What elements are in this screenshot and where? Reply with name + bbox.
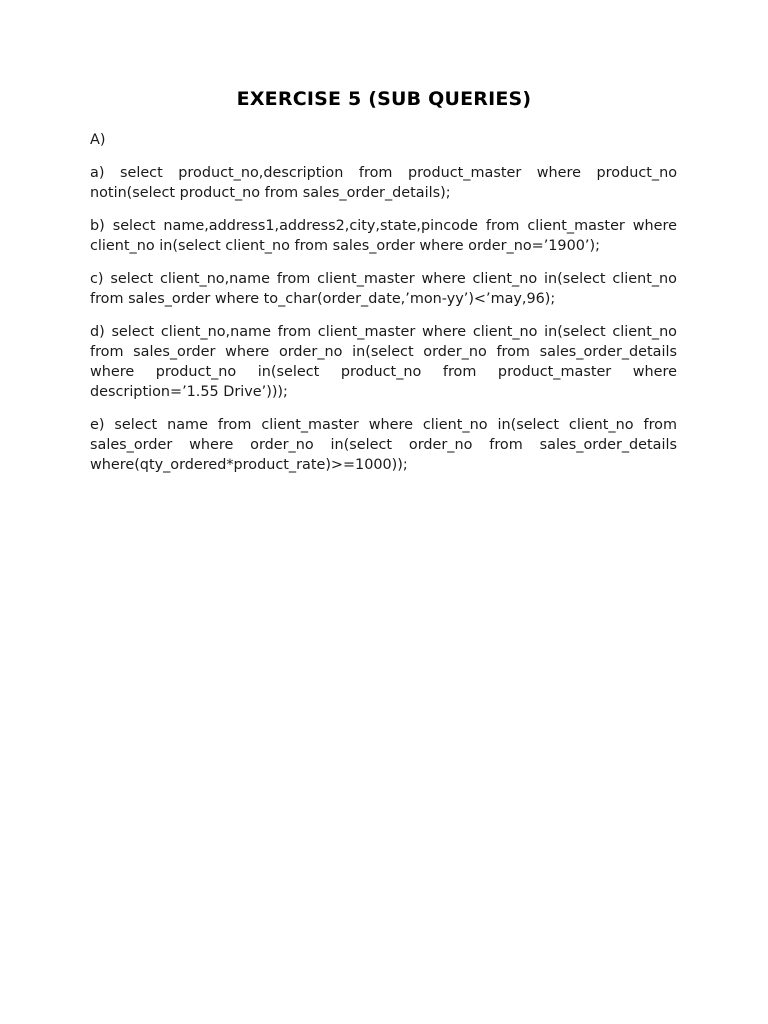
- query-d: d) select client_no,name from client_master where client_no in(select client_no from sales_order where order_no in(select order_no from sales_order_details where product_no in(select product_no from product_master where description=’1.55 Drive’)));: [90, 324, 677, 400]
- query-a: a) select product_no,description from product_master where product_no notin(select product_no from sales_order_details);: [90, 165, 677, 201]
- section-label: A): [90, 132, 106, 148]
- document-body: [90, 130, 677, 488]
- query-b: b) select name,address1,address2,city,state,pincode from client_master where client_no in(select client_no from sales_order where order_no=’1900’);: [90, 218, 677, 254]
- query-c: c) select client_no,name from client_master where client_no in(select client_no from sales_order where to_char(order_date,’mon-yy’)<’may,96);: [90, 271, 677, 307]
- page-title: EXERCISE 5 (SUB QUERIES): [236, 88, 532, 110]
- query-e: e) select name from client_master where client_no in(select client_no from sales_order where order_no in(select order_no from sales_order_details where(qty_ordered*product_rate)>=1000));: [90, 417, 677, 473]
